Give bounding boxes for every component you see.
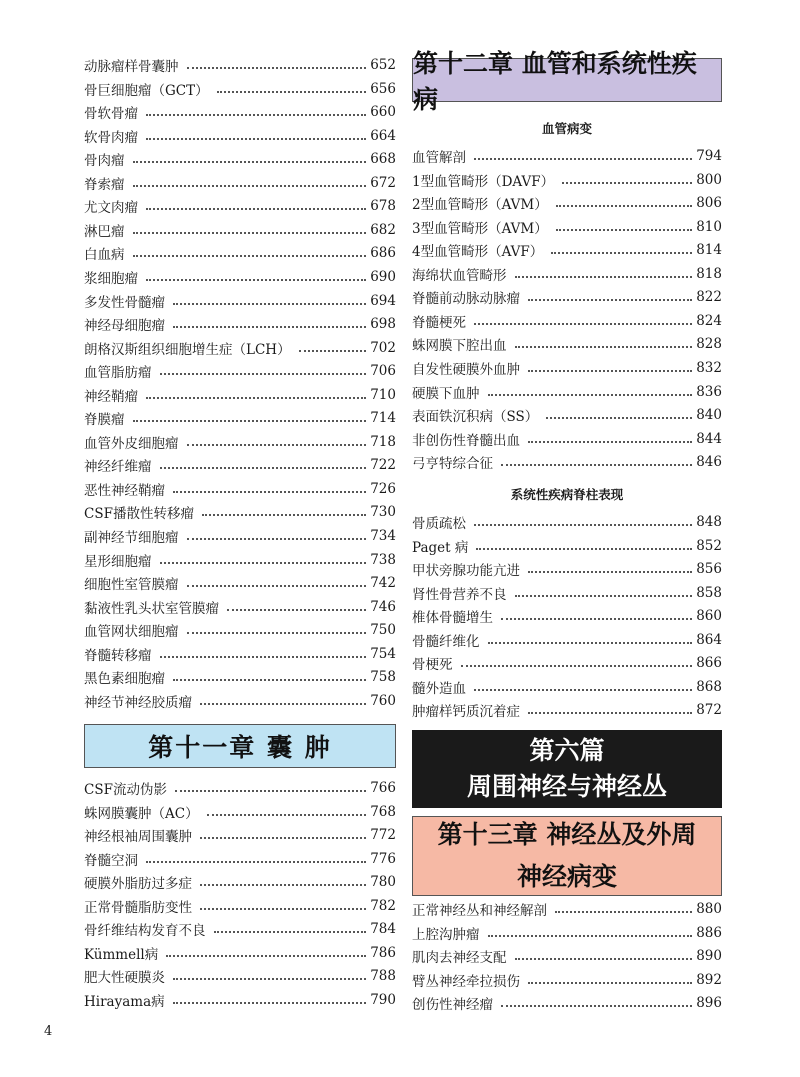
dot-leader — [173, 491, 366, 493]
toc-entry — [84, 618, 396, 642]
dot-leader — [133, 185, 367, 187]
toc-entry-page: 780 — [370, 874, 396, 891]
dot-leader — [133, 161, 367, 163]
toc-entry-title: 血管网状细胞瘤 — [84, 624, 179, 641]
toc-entry-title: 骨髓纤维化 — [412, 633, 480, 650]
toc-entry-title: 朗格汉斯组织细胞增生症（LCH） — [84, 341, 291, 358]
toc-entry-page: 880 — [696, 901, 722, 917]
chapter-12-title: 第十二章 血管和系统性疾病 — [413, 49, 697, 114]
toc-entry-title: 星形细胞瘤 — [84, 553, 152, 570]
dot-leader — [551, 252, 692, 254]
toc-entry-title: 肥大性硬膜炎 — [84, 970, 165, 987]
dot-leader — [146, 114, 366, 116]
toc-entry — [84, 524, 396, 548]
toc-entry-page: 776 — [370, 850, 396, 867]
toc-entry — [412, 510, 722, 534]
dot-leader — [515, 276, 693, 278]
toc-entry — [412, 403, 722, 427]
toc-entry-title: 肿瘤样钙质沉着症 — [412, 704, 520, 721]
dot-leader — [528, 370, 692, 372]
toc-entry — [84, 477, 396, 501]
toc-entry-page: 772 — [370, 827, 396, 844]
toc-entry — [84, 147, 396, 171]
toc-entry-title: 神经鞘瘤 — [84, 388, 138, 405]
dot-leader — [528, 571, 692, 573]
toc-entry-page: 766 — [370, 780, 396, 796]
toc-entry — [84, 171, 396, 195]
chapter-11-title: 第十一章 囊 肿 — [148, 733, 332, 762]
dot-leader — [555, 911, 692, 913]
dot-leader — [562, 182, 692, 184]
toc-entry-title: 黏液性乳头状室管膜瘤 — [84, 600, 219, 617]
dot-leader — [187, 632, 367, 634]
toc-entry-title: 骨纤维结构发育不良 — [84, 923, 206, 940]
dot-leader — [173, 326, 366, 328]
toc-entry-page: 846 — [696, 454, 722, 471]
toc-entry-page: 678 — [370, 198, 396, 215]
dot-leader — [160, 562, 367, 564]
dot-leader — [200, 837, 366, 839]
toc-entry-page: 828 — [696, 336, 722, 353]
chapter-13-title-line2: 神经病变 — [516, 862, 617, 891]
toc-entry-title: 自发性硬膜外血肿 — [412, 361, 520, 378]
toc-entry-page: 840 — [696, 407, 722, 424]
part-6-title: 周围神经与神经丛 — [466, 772, 667, 801]
toc-entry-title: 副神经节细胞瘤 — [84, 530, 179, 546]
toc-entry-page: 782 — [370, 897, 396, 914]
toc-entry-page: 858 — [696, 584, 722, 601]
toc-entry — [84, 77, 396, 101]
toc-entry-title: 动脉瘤样骨囊肿 — [84, 59, 179, 75]
toc-entry-title: 尤文肉瘤 — [84, 200, 138, 217]
toc-entry-title: 神经纤维瘤 — [84, 459, 152, 476]
dot-leader — [207, 814, 367, 816]
toc-entry-title: 肾性骨营养不良 — [412, 586, 507, 603]
toc-entry-title: 海绵状血管畸形 — [412, 267, 507, 284]
toc-entry-page: 714 — [370, 410, 396, 427]
dot-leader — [187, 67, 367, 69]
toc-entry-page: 656 — [370, 80, 396, 97]
toc-entry — [412, 332, 722, 356]
dot-leader — [187, 585, 367, 587]
toc-entry-title: 恶性神经鞘瘤 — [84, 482, 165, 499]
toc-entry-page: 860 — [696, 608, 722, 625]
dot-leader — [173, 679, 366, 681]
toc-entry — [84, 917, 396, 941]
toc-entry-page: 844 — [696, 430, 722, 447]
toc-entry — [412, 356, 722, 380]
toc-entry — [84, 383, 396, 407]
toc-entry-title: 骨梗死 — [412, 657, 453, 674]
toc-entry — [84, 430, 396, 454]
toc-entry-title: 肌肉去神经支配 — [412, 950, 507, 967]
toc-entry-title: 上腔沟肿瘤 — [412, 926, 480, 943]
toc-entry-title: 白血病 — [84, 247, 125, 264]
dot-leader — [200, 703, 366, 705]
toc-entry-title: 脊髓前动脉动脉瘤 — [412, 291, 520, 308]
dot-leader — [501, 464, 692, 466]
toc-entry-page: 892 — [696, 971, 722, 988]
dot-leader — [528, 982, 692, 984]
toc-entry-page: 730 — [370, 504, 396, 521]
dot-leader — [476, 548, 692, 550]
toc-entry — [84, 776, 396, 800]
toc-entry-title: Paget 病 — [412, 539, 469, 556]
toc-entry — [412, 168, 722, 192]
dot-leader — [214, 931, 367, 933]
toc-entry-page: 750 — [370, 622, 396, 639]
toc-entry — [412, 651, 722, 675]
toc-entry-title: 神经母细胞瘤 — [84, 318, 165, 335]
toc-entry — [412, 921, 722, 945]
toc-entry — [412, 427, 722, 451]
dot-leader — [166, 955, 366, 957]
toc-entry-title: 髓外造血 — [412, 680, 466, 697]
toc-entry — [412, 944, 722, 968]
dot-leader — [546, 417, 692, 419]
dot-leader — [146, 861, 366, 863]
part-6-banner — [412, 730, 722, 808]
toc-entry-title: 脊膜瘤 — [84, 412, 125, 429]
toc-entry — [412, 191, 722, 215]
toc-entry-title: 骨肉瘤 — [84, 153, 125, 170]
toc-entry — [412, 604, 722, 628]
toc-entry-title: 蛛网膜囊肿（AC） — [84, 805, 199, 822]
chapter-11-heading — [84, 724, 396, 768]
toc-entry-title: CSF流动伪影 — [84, 782, 167, 798]
toc-entry-title: 黑色素细胞瘤 — [84, 671, 165, 688]
toc-entry-title: 臂丛神经牵拉损伤 — [412, 973, 520, 990]
toc-entry — [412, 968, 722, 992]
toc-entry-page: 746 — [370, 598, 396, 615]
dot-leader — [488, 642, 693, 644]
toc-entry — [412, 262, 722, 286]
toc-entry-page: 788 — [370, 968, 396, 985]
toc-entry-page: 814 — [696, 242, 722, 259]
toc-entry-page: 738 — [370, 551, 396, 568]
toc-entry-title: 硬膜下血肿 — [412, 385, 480, 402]
chapter-13-heading — [412, 816, 722, 896]
toc-entry — [84, 406, 396, 430]
toc-entry — [412, 380, 722, 404]
dot-leader — [488, 935, 693, 937]
toc-entry — [84, 964, 396, 988]
dot-leader — [461, 665, 693, 667]
toc-entry-title: 淋巴瘤 — [84, 223, 125, 240]
toc-entry — [84, 571, 396, 595]
dot-leader — [556, 205, 692, 207]
toc-entry-title: 神经节神经胶质瘤 — [84, 694, 192, 711]
dot-leader — [200, 884, 366, 886]
toc-entry-page: 890 — [696, 948, 722, 965]
toc-entry — [412, 581, 722, 605]
toc-entry-title: 血管解剖 — [412, 150, 466, 166]
dot-leader — [474, 689, 692, 691]
toc-entry — [84, 336, 396, 360]
dot-leader — [501, 618, 692, 620]
dot-leader — [474, 524, 692, 526]
toc-entry-page: 722 — [370, 457, 396, 474]
toc-entry — [84, 453, 396, 477]
dot-leader — [173, 1002, 367, 1004]
toc-entry — [412, 897, 722, 921]
toc-entry-page: 818 — [696, 265, 722, 282]
toc-entry-page: 668 — [370, 151, 396, 168]
toc-entry — [84, 941, 396, 965]
toc-entry — [412, 285, 722, 309]
toc-entry-page: 866 — [696, 655, 722, 672]
dot-leader — [299, 350, 367, 352]
dot-leader — [146, 279, 366, 281]
toc-entry-title: 骨质疏松 — [412, 516, 466, 532]
toc-entry-title: 脊髓梗死 — [412, 314, 466, 331]
toc-entry-title: 非创伤性脊髓出血 — [412, 432, 520, 449]
dot-leader — [202, 514, 366, 516]
toc-entry-page: 784 — [370, 921, 396, 938]
toc-entry — [412, 675, 722, 699]
toc-entry — [84, 823, 396, 847]
toc-entry-page: 760 — [370, 692, 396, 709]
toc-entry-page: 852 — [696, 537, 722, 554]
toc-entry-title: Kümmell病 — [84, 946, 159, 963]
toc-entry-page: 864 — [696, 631, 722, 648]
toc-entry-title: 骨巨细胞瘤（GCT） — [84, 82, 209, 99]
toc-entry-page: 824 — [696, 312, 722, 329]
toc-entry — [412, 215, 722, 239]
toc-entry — [84, 595, 396, 619]
dot-leader — [488, 394, 693, 396]
toc-entry-page: 790 — [370, 991, 396, 1008]
toc-entry — [84, 53, 396, 77]
toc-entry — [84, 665, 396, 689]
page-number: 4 — [44, 1024, 53, 1039]
toc-entry-page: 754 — [370, 645, 396, 662]
toc-entry — [84, 194, 396, 218]
chapter-12-heading — [412, 49, 722, 114]
dot-leader — [187, 444, 367, 446]
dot-leader — [515, 346, 693, 348]
toc-entry-page: 832 — [696, 359, 722, 376]
toc-entry-title: 4型血管畸形（AVF） — [412, 244, 544, 261]
toc-entry-title: 正常神经丛和神经解剖 — [412, 903, 547, 919]
dot-leader — [173, 303, 366, 305]
toc-entry-page: 686 — [370, 245, 396, 262]
toc-entry-page: 672 — [370, 174, 396, 191]
toc-entry-title: 正常骨髓脂肪变性 — [84, 899, 192, 916]
toc-entry-title: 1型血管畸形（DAVF） — [412, 173, 555, 190]
toc-entry-page: 682 — [370, 221, 396, 238]
toc-entry-title: 甲状旁腺功能亢进 — [412, 563, 520, 580]
toc-entry — [84, 642, 396, 666]
toc-entry-page: 836 — [696, 383, 722, 400]
right-column — [412, 0, 722, 1077]
dot-leader — [146, 208, 366, 210]
toc-entry-page: 768 — [370, 803, 396, 820]
dot-leader — [146, 397, 366, 399]
toc-entry-title: Hirayama病 — [84, 993, 165, 1010]
toc-entry-title: 表面铁沉积病（SS） — [412, 409, 539, 426]
toc-entry-page: 856 — [696, 561, 722, 578]
toc-entry — [412, 450, 722, 474]
toc-entry — [412, 534, 722, 558]
toc-entry — [84, 870, 396, 894]
dot-leader — [146, 138, 366, 140]
toc-entry — [84, 847, 396, 871]
toc-entry — [84, 241, 396, 265]
dot-leader — [501, 1005, 692, 1007]
toc-entry — [84, 124, 396, 148]
toc-entry — [412, 557, 722, 581]
dot-leader — [528, 299, 692, 301]
toc-entry — [84, 548, 396, 572]
toc-entry-title: 浆细胞瘤 — [84, 270, 138, 287]
toc-entry — [84, 988, 396, 1012]
toc-entry — [412, 628, 722, 652]
dot-leader — [187, 538, 367, 540]
toc-entry-page: 896 — [696, 995, 722, 1012]
toc-entry-page: 868 — [696, 678, 722, 695]
toc-entry-page: 742 — [370, 575, 396, 592]
toc-entry — [412, 309, 722, 333]
dot-leader — [515, 595, 693, 597]
toc-entry-title: 血管外皮细胞瘤 — [84, 435, 179, 452]
toc-entry — [84, 100, 396, 124]
toc-entry-page: 694 — [370, 292, 396, 309]
toc-entry — [412, 698, 722, 722]
toc-entry-title: 软骨肉瘤 — [84, 129, 138, 146]
section-systemic-heading: 系统性疾病脊柱表现 — [510, 487, 624, 502]
dot-leader — [160, 373, 367, 375]
dot-leader — [173, 978, 366, 980]
dot-leader — [556, 229, 692, 231]
toc-entry — [84, 218, 396, 242]
toc-entry-page: 886 — [696, 924, 722, 941]
toc-entry — [84, 894, 396, 918]
toc-entry-title: 血管脂肪瘤 — [84, 365, 152, 382]
toc-entry-title: 脊髓转移瘤 — [84, 647, 152, 664]
toc-entry-title: 脊索瘤 — [84, 176, 125, 193]
toc-entry-title: 神经根袖周围囊肿 — [84, 829, 192, 846]
section-vascular-heading: 血管病变 — [541, 121, 592, 136]
toc-entry-page: 652 — [370, 57, 396, 73]
chapter-13-title-line1: 第十三章 神经丛及外周 — [437, 820, 697, 849]
toc-entry-page: 718 — [370, 433, 396, 450]
toc-entry-title: 脊髓空洞 — [84, 852, 138, 869]
toc-entry — [84, 312, 396, 336]
toc-entry — [84, 289, 396, 313]
toc-entry-title: CSF播散性转移瘤 — [84, 506, 194, 523]
toc-entry-page: 734 — [370, 528, 396, 544]
dot-leader — [200, 908, 366, 910]
dot-leader — [175, 790, 366, 792]
toc-entry — [84, 500, 396, 524]
toc-entry — [412, 144, 722, 168]
toc-entry — [412, 238, 722, 262]
toc-entry-page: 872 — [696, 702, 722, 719]
toc-entry-page: 822 — [696, 289, 722, 306]
toc-entry — [84, 689, 396, 713]
toc-entry-page: 786 — [370, 944, 396, 961]
toc-entry-page: 702 — [370, 339, 396, 356]
dot-leader — [528, 441, 692, 443]
left-column — [84, 0, 396, 1077]
toc-entry-title: 3型血管畸形（AVM） — [412, 220, 548, 237]
part-6-label: 第六篇 — [529, 736, 605, 765]
dot-leader — [133, 232, 367, 234]
dot-leader — [217, 91, 367, 93]
dot-leader — [160, 656, 367, 658]
toc-entry-page: 800 — [696, 171, 722, 188]
toc-entry-page: 664 — [370, 127, 396, 144]
toc-entry-page: 758 — [370, 669, 396, 686]
dot-leader — [133, 420, 367, 422]
dot-leader — [474, 323, 692, 325]
dot-leader — [160, 467, 367, 469]
toc-entry-page: 726 — [370, 480, 396, 497]
toc-entry-page: 806 — [696, 195, 722, 212]
dot-leader — [474, 158, 692, 160]
toc-entry-page: 810 — [696, 218, 722, 235]
toc-entry — [84, 265, 396, 289]
dot-leader — [227, 609, 366, 611]
dot-leader — [133, 255, 367, 257]
toc-entry-page: 698 — [370, 316, 396, 333]
dot-leader — [515, 958, 693, 960]
toc-entry-title: 2型血管畸形（AVM） — [412, 197, 548, 214]
toc-entry-page: 660 — [370, 104, 396, 121]
toc-entry-title: 蛛网膜下腔出血 — [412, 338, 507, 355]
toc-entry-page: 848 — [696, 514, 722, 530]
toc-entry — [84, 359, 396, 383]
toc-entry-page: 794 — [696, 148, 722, 164]
toc-entry-title: 多发性骨髓瘤 — [84, 294, 165, 311]
toc-entry-title: 骨软骨瘤 — [84, 106, 138, 123]
toc-entry-page: 690 — [370, 268, 396, 285]
toc-entry-page: 710 — [370, 386, 396, 403]
dot-leader — [528, 712, 692, 714]
toc-entry — [84, 800, 396, 824]
toc-entry-page: 706 — [370, 363, 396, 380]
toc-entry-title: 椎体骨髓增生 — [412, 610, 493, 627]
toc-entry-title: 硬膜外脂肪过多症 — [84, 876, 192, 893]
toc-entry — [412, 991, 722, 1015]
toc-entry-title: 创伤性神经瘤 — [412, 997, 493, 1014]
toc-entry-title: 弓亨特综合征 — [412, 456, 493, 473]
toc-entry-title: 细胞性室管膜瘤 — [84, 577, 179, 594]
